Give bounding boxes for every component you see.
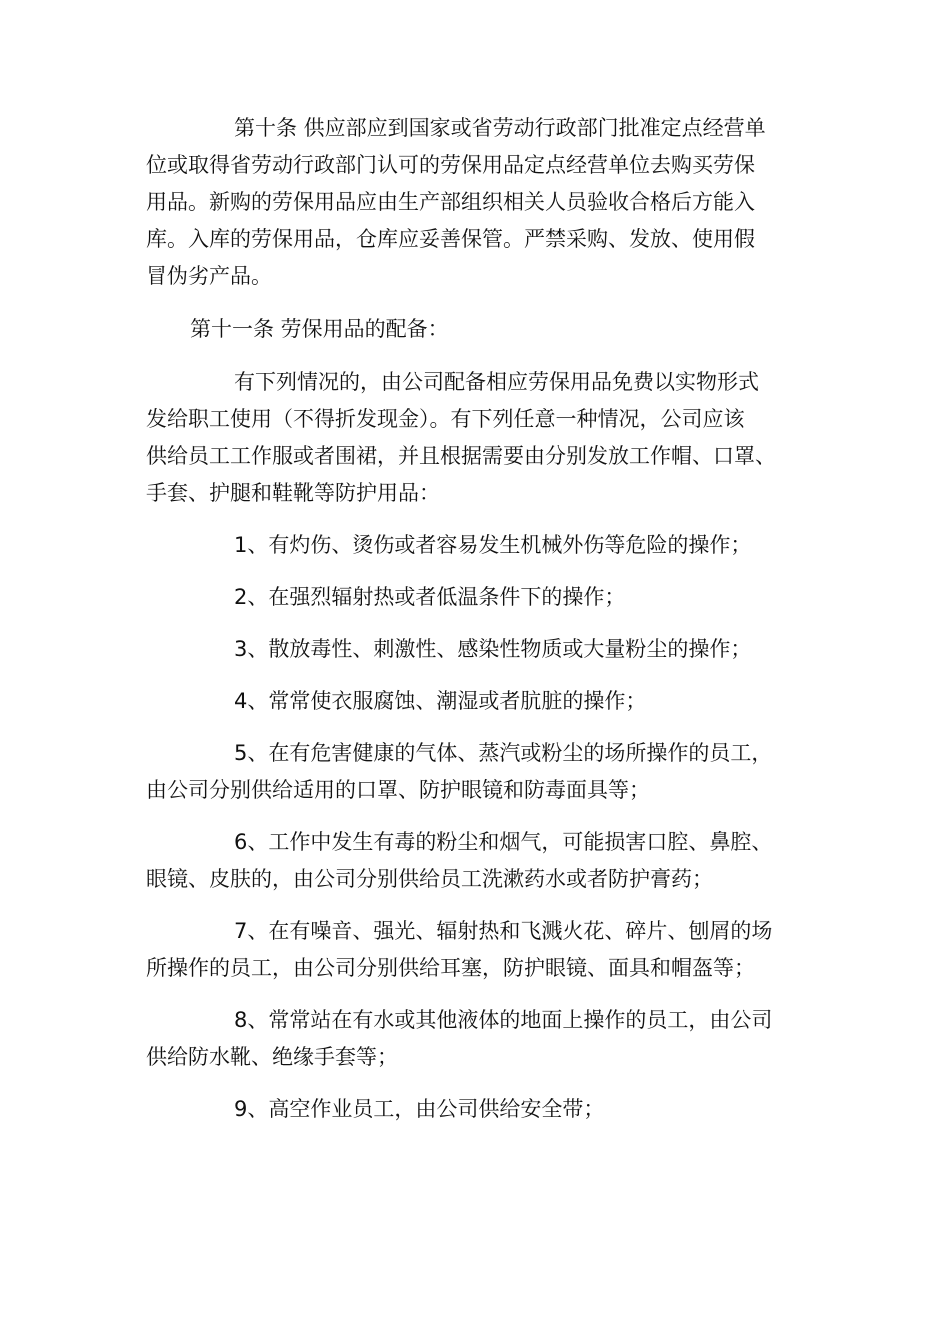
list-item [146,631,806,668]
list-item-line: 2、在强烈辐射热或者低温条件下的操作； [234,585,626,609]
list-item-line: 由公司分别供给适用的口罩、防护眼镜和防毒面具等； [146,778,650,802]
list-item [146,735,806,809]
intro-line: 有下列情况的，由公司配备相应劳保用品免费以实物形式 [234,370,759,394]
article-10-line: 库。入库的劳保用品，仓库应妥善保管。严禁采购、发放、使用假 [146,227,755,251]
list-item-line: 所操作的员工，由公司分别供给耳塞，防护眼镜、面具和帽盔等； [146,956,755,980]
article-10-line: 冒伪劣产品。 [146,264,272,288]
article-10-line: 用品。新购的劳保用品应由生产部组织相关人员验收合格后方能入 [146,190,755,214]
list-item-line: 3、散放毒性、刺激性、感染性物质或大量粉尘的操作； [234,637,752,661]
intro-line: 手套、护腿和鞋靴等防护用品： [146,481,440,505]
article-10-line: 第十条 供应部应到国家或省劳动行政部门批准定点经营单 [234,116,766,140]
article-11-intro [146,364,806,512]
list-item [146,683,806,720]
list-item [146,527,806,564]
item-list [146,527,806,1128]
list-item-line: 7、在有噪音、强光、辐射热和飞溅火花、碎片、刨屑的场 [234,919,773,943]
list-item [146,579,806,616]
article-11-heading: 第十一条 劳保用品的配备： [190,317,449,341]
list-item-line: 1、有灼伤、烫伤或者容易发生机械外伤等危险的操作； [234,533,752,557]
article-10-paragraph [146,110,806,295]
list-item-line: 5、在有危害健康的气体、蒸汽或粉尘的场所操作的员工， [234,741,773,765]
article-10-line: 位或取得省劳动行政部门认可的劳保用品定点经营单位去购买劳保 [146,153,755,177]
list-item-line: 9、高空作业员工，由公司供给安全带； [234,1097,605,1121]
intro-line: 供给员工工作服或者围裙，并且根据需要由分别发放工作帽、口罩、 [146,444,776,468]
list-item [146,824,806,898]
list-item [146,1002,806,1076]
list-item [146,1091,806,1128]
list-item-line: 眼镜、皮肤的，由公司分别供给员工洗漱药水或者防护膏药； [146,867,713,891]
list-item [146,913,806,987]
list-item-line: 4、常常使衣服腐蚀、潮湿或者肮脏的操作； [234,689,647,713]
list-item-line: 6、工作中发生有毒的粉尘和烟气，可能损害口腔、鼻腔、 [234,830,773,854]
intro-line: 发给职工使用（不得折发现金）。有下列任意一种情况，公司应该 [146,407,745,431]
list-item-line: 8、常常站在有水或其他液体的地面上操作的员工，由公司 [234,1008,773,1032]
document-page [146,110,806,1128]
list-item-line: 供给防水靴、绝缘手套等； [146,1045,398,1069]
